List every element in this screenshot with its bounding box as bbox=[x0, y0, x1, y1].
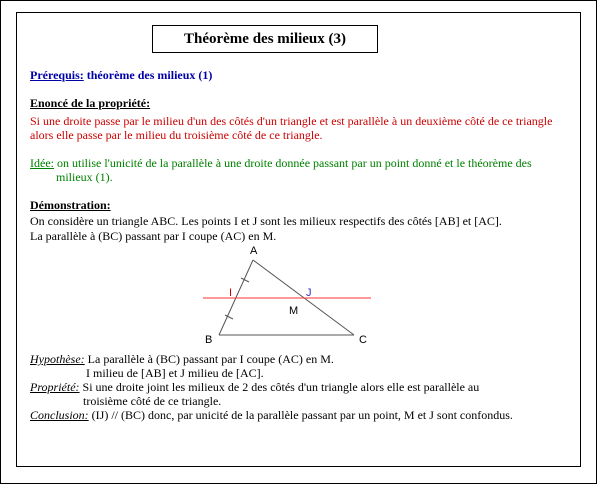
triangle-figure bbox=[195, 240, 385, 348]
prerequis-text: théorème des milieux (1) bbox=[83, 68, 213, 82]
prerequis-line bbox=[30, 68, 212, 83]
prerequis-label: Prérequis: bbox=[30, 68, 84, 82]
label-m: M bbox=[289, 305, 299, 317]
enonce-line-2: alors elle passe par le milieu du troisième côté de ce triangle. bbox=[30, 128, 323, 142]
idee-text: on utilise l'unicité de la parallèle à une droite donnée passant par un point donné et le théorème des bbox=[53, 156, 532, 170]
idee-line-1 bbox=[30, 156, 532, 171]
page-title: Théorème des milieux (3) bbox=[152, 25, 378, 53]
hypothese-label: Hypothèse: bbox=[30, 352, 85, 366]
demonstration-heading: Démonstration: bbox=[30, 198, 111, 212]
idee-line-2: milieux (1). bbox=[56, 170, 113, 184]
enonce-line-1: Si une droite passe par le milieu d'un des côtés d'un triangle et est parallèle à un deuxième côté de ce triangle bbox=[30, 114, 553, 128]
hypothese-line-2: I milieu de [AB] et J milieu de [AC]. bbox=[86, 366, 264, 380]
demonstration-line-1: On considère un triangle ABC. Les points I et J sont les milieux respectifs des côtés [AB] et [AC]. bbox=[30, 214, 502, 228]
label-c: C bbox=[359, 334, 367, 346]
label-a: A bbox=[250, 245, 258, 257]
label-b: B bbox=[205, 334, 213, 346]
demonstration-line-2: La parallèle à (BC) passant par I coupe (AC) en M. bbox=[30, 229, 277, 243]
propriete-line-1 bbox=[30, 380, 479, 395]
hypothese-text: La parallèle à (BC) passant par I coupe (AC) en M. bbox=[84, 352, 334, 366]
propriete-label: Propriété: bbox=[30, 380, 80, 394]
label-i: I bbox=[229, 287, 233, 299]
hypothese-line-1 bbox=[30, 352, 334, 367]
propriete-line-2: troisième côté de ce triangle. bbox=[83, 394, 222, 408]
conclusion-label: Conclusion: bbox=[30, 408, 89, 422]
conclusion-text: (IJ) // (BC) donc, par unicité de la parallèle passant par un point, M et J sont confondus. bbox=[88, 408, 513, 422]
conclusion-line bbox=[30, 408, 513, 423]
propriete-text: Si une droite joint les milieux de 2 des côtés d'un triangle alors elle est parallèle au bbox=[79, 380, 480, 394]
enonce-heading: Enoncé de la propriété: bbox=[30, 96, 151, 110]
idee-label: Idée: bbox=[30, 156, 54, 170]
label-j: J bbox=[306, 287, 312, 299]
